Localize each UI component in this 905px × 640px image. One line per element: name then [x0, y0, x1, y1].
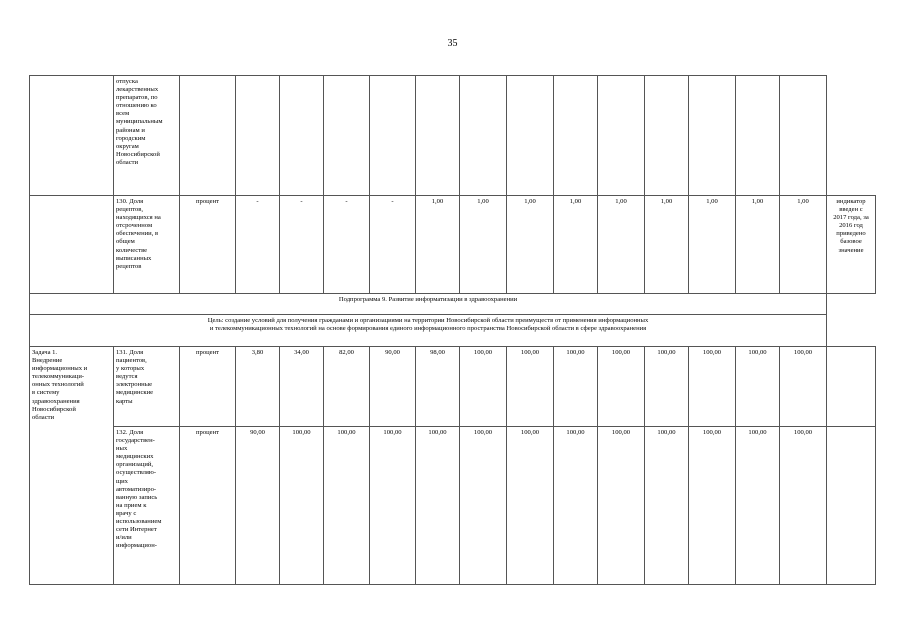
table-row — [30, 196, 876, 294]
value-cell: - — [236, 196, 280, 294]
value-cell: 100,00 — [780, 347, 827, 427]
goal-row — [30, 315, 876, 347]
value-cell: 98,00 — [416, 347, 460, 427]
indicator-cell: 132. Доля государствен- ных медицинских организаций, осуществляю- щих автоматизиро- ванную запись на прием к врачу с использованием сети Интернет и/или информацион- — [114, 427, 180, 585]
value-cell: 100,00 — [645, 347, 689, 427]
value-cell: 100,00 — [598, 427, 645, 585]
value-cell: 1,00 — [780, 196, 827, 294]
note-cell — [827, 347, 876, 427]
task-cell — [30, 196, 114, 294]
value-cell: 100,00 — [645, 427, 689, 585]
unit-cell: процент — [180, 347, 236, 427]
value-cell: 100,00 — [598, 347, 645, 427]
value-cell: 1,00 — [460, 196, 507, 294]
note-cell — [827, 427, 876, 585]
value-cell: 34,00 — [280, 347, 324, 427]
value-cell: 1,00 — [598, 196, 645, 294]
value-cell — [507, 76, 554, 196]
indicator-cell: 130. Доля рецептов, находящихся на отсроченном обеспечении, в общем количестве выписанных рецептов — [114, 196, 180, 294]
value-cell: 100,00 — [736, 427, 780, 585]
value-cell: 100,00 — [554, 347, 598, 427]
value-cell: 100,00 — [460, 427, 507, 585]
value-cell — [645, 76, 689, 196]
value-cell: 3,80 — [236, 347, 280, 427]
value-cell: - — [280, 196, 324, 294]
indicator-cell: 131. Доля пациентов, у которых ведутся электронные медицинские карты — [114, 347, 180, 427]
value-cell: 100,00 — [324, 427, 370, 585]
value-cell: 100,00 — [554, 427, 598, 585]
value-cell: 90,00 — [370, 347, 416, 427]
task-cell: Задача 1. Внедрение информационных и телекоммуникаци- онных технологий в систему здравоохранения Новосибирской области — [30, 347, 114, 585]
value-cell: - — [324, 196, 370, 294]
value-cell: 1,00 — [416, 196, 460, 294]
value-cell: 90,00 — [236, 427, 280, 585]
table-row — [30, 347, 876, 427]
value-cell: 1,00 — [645, 196, 689, 294]
value-cell: 100,00 — [460, 347, 507, 427]
subprogram-row — [30, 294, 876, 315]
note-cell: индикатор введен с 2017 года, за 2016 год приведено базовое значение — [827, 196, 876, 294]
value-cell: 100,00 — [280, 427, 324, 585]
value-cell: 100,00 — [507, 347, 554, 427]
value-cell: 1,00 — [554, 196, 598, 294]
note-cell — [780, 76, 827, 196]
goal-text: Цель: создание условий для получения гражданами и организациями на территории Новосибирской области преимуществ от применения информационных и телекоммуникационных технологий на основе формирования единого информационного пространства Новосибирской области в сфере здравоохранения — [30, 315, 827, 347]
value-cell: 1,00 — [736, 196, 780, 294]
value-cell: 100,00 — [689, 427, 736, 585]
value-cell: 1,00 — [689, 196, 736, 294]
value-cell: 100,00 — [780, 427, 827, 585]
page-number: 35 — [447, 38, 458, 49]
value-cell — [689, 76, 736, 196]
task-cell — [30, 76, 114, 196]
unit-cell: процент — [180, 427, 236, 585]
value-cell — [324, 76, 370, 196]
value-cell: 100,00 — [370, 427, 416, 585]
value-cell — [460, 76, 507, 196]
value-cell: 82,00 — [324, 347, 370, 427]
value-cell — [370, 76, 416, 196]
value-cell — [554, 76, 598, 196]
unit-cell: процент — [180, 196, 236, 294]
value-cell: 100,00 — [507, 427, 554, 585]
value-cell — [598, 76, 645, 196]
indicators-table — [29, 75, 876, 585]
value-cell — [280, 76, 324, 196]
table-row — [30, 76, 876, 196]
value-cell — [236, 76, 280, 196]
value-cell: 100,00 — [736, 347, 780, 427]
value-cell: 1,00 — [507, 196, 554, 294]
table-row — [30, 427, 876, 585]
indicator-cell: отпуска лекарственных препаратов, по отношению ко всем муниципальным районам и городским округам Новосибирской области — [114, 76, 180, 196]
value-cell: 100,00 — [416, 427, 460, 585]
value-cell — [736, 76, 780, 196]
unit-cell — [180, 76, 236, 196]
value-cell: 100,00 — [689, 347, 736, 427]
value-cell — [416, 76, 460, 196]
subprogram-title: Подпрограмма 9. Развитие информатизации в здравоохранении — [30, 294, 827, 315]
value-cell: - — [370, 196, 416, 294]
